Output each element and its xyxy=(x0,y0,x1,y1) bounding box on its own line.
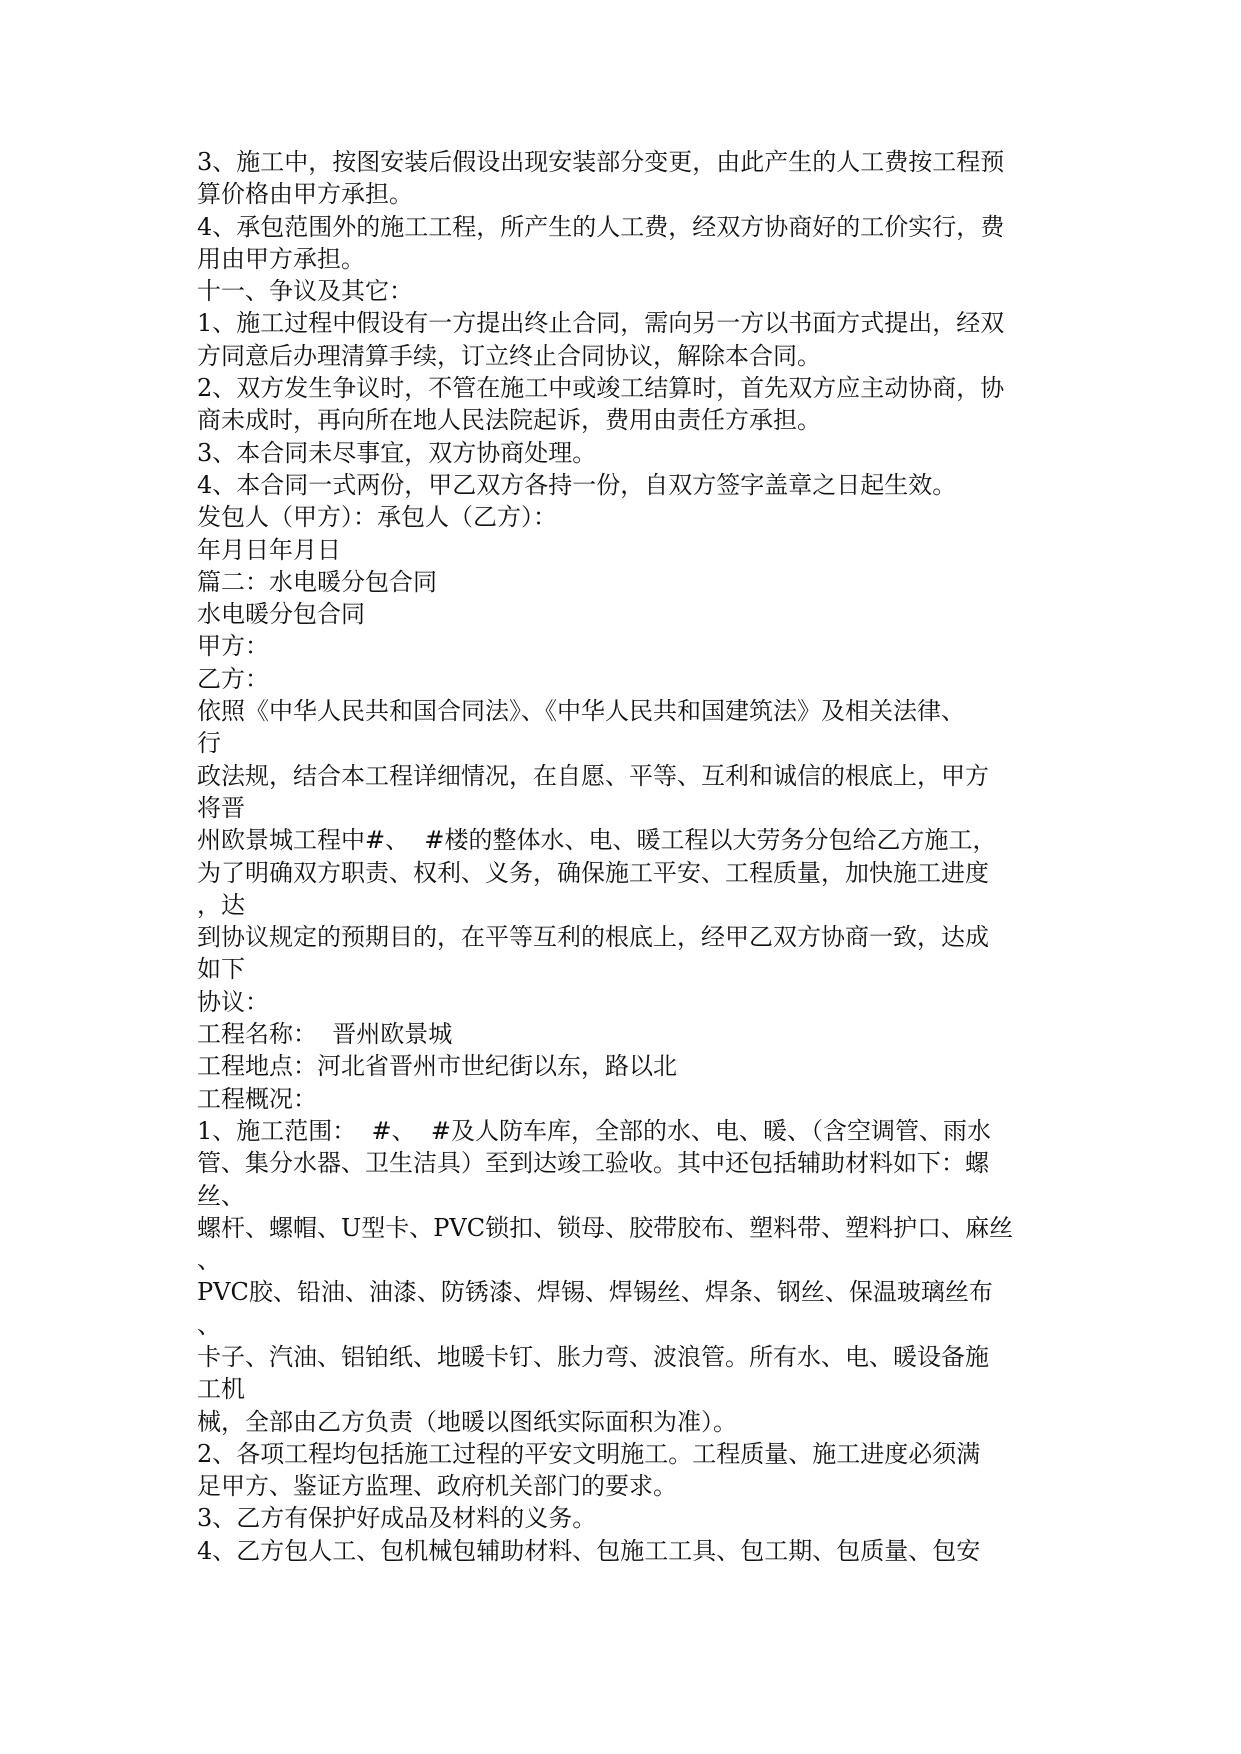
text-line: PVC胶、铅油、油漆、防锈漆、焊锡、焊锡丝、焊条、钢丝、保温玻璃丝布 xyxy=(197,1278,993,1307)
text-line: 行 xyxy=(197,729,221,758)
text-line: 工机 xyxy=(197,1375,245,1404)
text-line: 械，全部由乙方负责（地暖以图纸实际面积为准）。 xyxy=(197,1407,737,1436)
text-line: 算价格由甲方承担。 xyxy=(197,180,413,209)
text-line: 方同意后办理清算手续，订立终止合同协议，解除本合同。 xyxy=(197,341,821,370)
text-line: 依照《中华人民共和国合同法》、《中华人民共和国建筑法》及相关法律、 xyxy=(197,697,965,726)
text-line: 丝、 xyxy=(197,1181,245,1210)
text-line: 2、双方发生争议时，不管在施工中或竣工结算时，首先双方应主动协商，协 xyxy=(197,374,1005,403)
party-b-line: 乙方： xyxy=(197,664,269,693)
text-line: 螺杆、螺帽、U型卡、PVC锁扣、锁母、胶带胶布、塑料带、塑料护口、麻丝 xyxy=(197,1213,1014,1242)
text-line: 、 xyxy=(197,1246,221,1275)
text-line: 足甲方、鉴证方监理、政府机关部门的要求。 xyxy=(197,1472,677,1501)
date-line: 年月日年月日 xyxy=(197,535,341,564)
text-line: 1、施工范围： #、 #及人防车库，全部的水、电、暖、（含空调管、雨水 xyxy=(197,1116,992,1145)
section-heading: 十一、争议及其它： xyxy=(197,277,413,306)
text-line: 4、本合同一式两份，甲乙双方各持一份，自双方签字盖章之日起生效。 xyxy=(197,470,957,499)
text-line: 管、集分水器、卫生洁具）至到达竣工验收。其中还包括辅助材料如下：螺 xyxy=(197,1149,989,1178)
text-line: ，达 xyxy=(197,890,245,919)
text-line: 3、乙方有保护好成品及材料的义务。 xyxy=(197,1504,597,1533)
text-line: 4、乙方包人工、包机械包辅助材料、包施工工具、包工期、包质量、包安 xyxy=(197,1536,981,1565)
project-name-line: 工程名称： 晋州欧景城 xyxy=(197,1020,453,1049)
text-line: 卡子、汽油、铝铂纸、地暖卡钉、胀力弯、波浪管。所有水、电、暖设备施 xyxy=(197,1342,989,1371)
text-line: 商未成时，再向所在地人民法院起诉，费用由责任方承担。 xyxy=(197,406,821,435)
text-line: 州欧景城工程中#、 #楼的整体水、电、暖工程以大劳务分包给乙方施工， xyxy=(197,826,997,855)
text-line: 4、承包范围外的施工工程，所产生的人工费，经双方协商好的工价实行，费 xyxy=(197,212,1005,241)
project-overview-heading: 工程概况： xyxy=(197,1084,317,1113)
chapter-heading: 篇二：水电暖分包合同 xyxy=(197,567,437,596)
text-line: 、 xyxy=(197,1310,221,1339)
contract-title: 水电暖分包合同 xyxy=(197,600,365,629)
text-line: 3、本合同未尽事宜，双方协商处理。 xyxy=(197,438,597,467)
text-line: 用由甲方承担。 xyxy=(197,244,365,273)
text-line: 政法规，结合本工程详细情况，在自愿、平等、互利和诚信的根底上，甲方 xyxy=(197,761,989,790)
contract-text-body xyxy=(197,146,1077,1567)
text-line: 为了明确双方职责、权利、义务，确保施工平安、工程质量，加快施工进度 xyxy=(197,858,989,887)
text-line: 3、施工中，按图安装后假设出现安装部分变更，由此产生的人工费按工程预 xyxy=(197,148,1005,176)
text-line: 到协议规定的预期目的，在平等互利的根底上，经甲乙双方协商一致，达成 xyxy=(197,923,989,952)
text-line: 协议： xyxy=(197,987,269,1016)
project-location-line: 工程地点：河北省晋州市世纪街以东，路以北 xyxy=(197,1052,677,1081)
text-line: 2、各项工程均包括施工过程的平安文明施工。工程质量、施工进度必须满 xyxy=(197,1439,981,1468)
text-line: 将晋 xyxy=(197,793,245,822)
text-line: 如下 xyxy=(197,955,245,984)
text-line: 1、施工过程中假设有一方提出终止合同，需向另一方以书面方式提出，经双 xyxy=(197,309,1005,338)
party-a-line: 甲方： xyxy=(197,632,269,661)
signature-line: 发包人（甲方）：承包人（乙方）： xyxy=(197,503,557,532)
